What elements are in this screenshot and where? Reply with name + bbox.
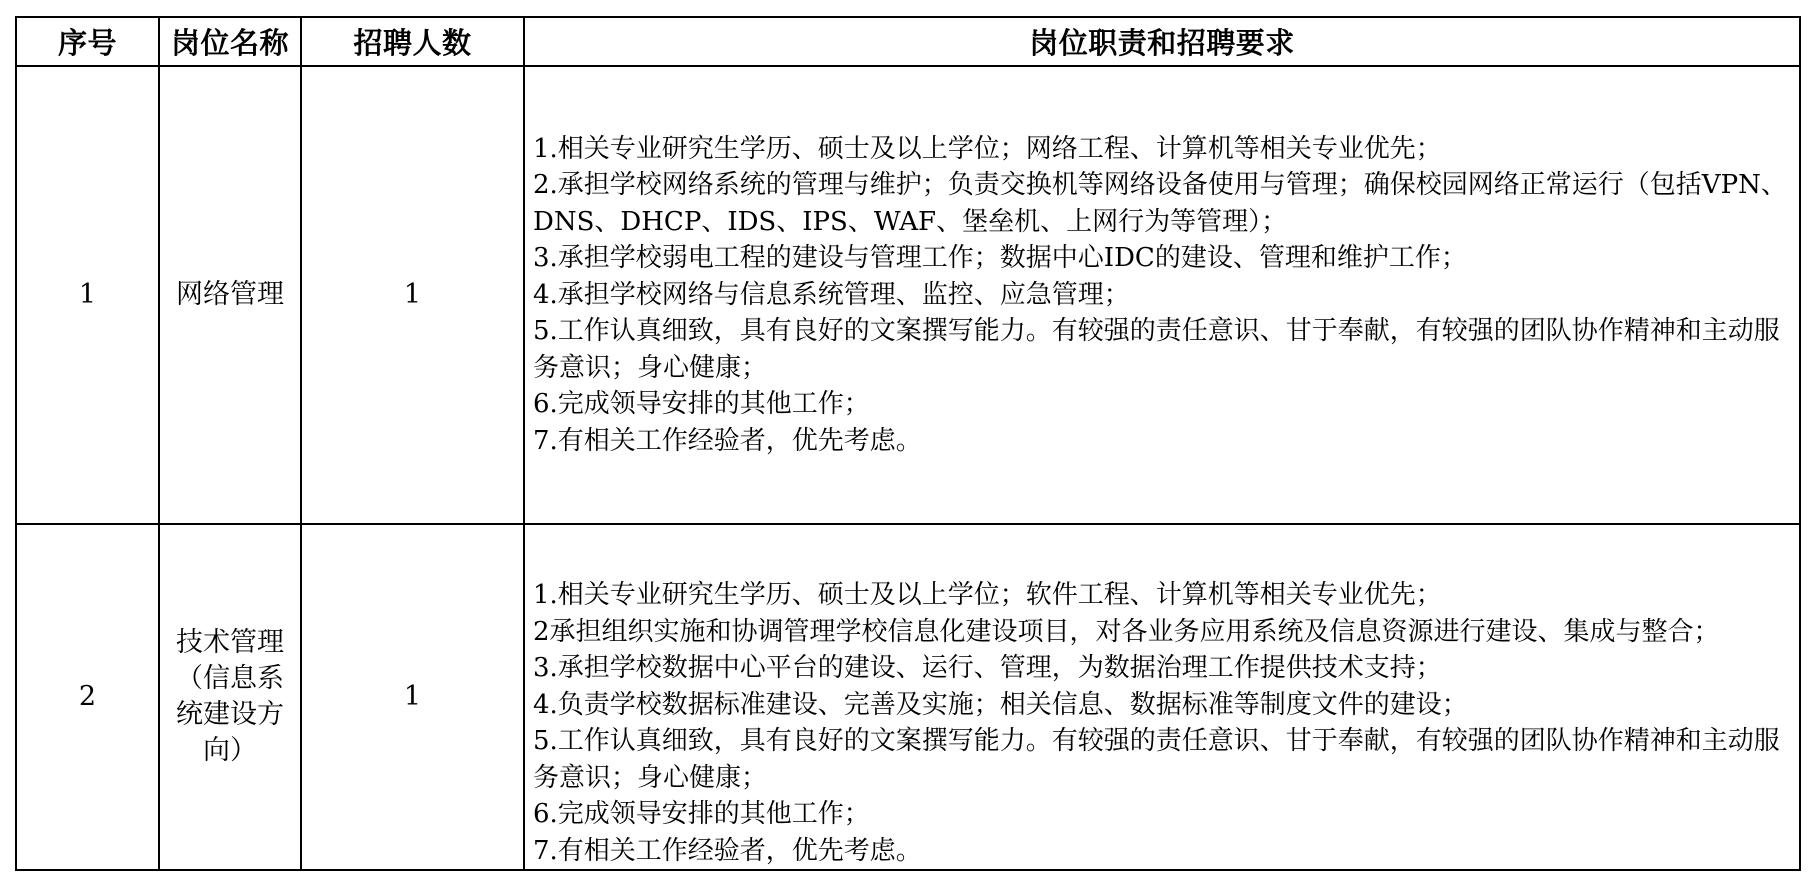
- requirement-item: 5.工作认真细致，具有良好的文案撰写能力。有较强的责任意识、甘于奉献，有较强的团队协作精神和主动服务意识；身心健康；: [533, 726, 1780, 793]
- header-count: 招聘人数: [301, 17, 524, 66]
- recruitment-table: [15, 16, 1801, 871]
- requirement-item: 5.工作认真细致，具有良好的文案撰写能力。有较强的责任意识、甘于奉献，有较强的团队协作精神和主动服务意识；身心健康；: [533, 316, 1780, 383]
- recruitment-table-sheet: [15, 16, 1799, 869]
- header-row: [16, 17, 1800, 66]
- row-requirements: [524, 524, 1800, 870]
- requirement-item: 2.承担学校网络系统的管理与维护；负责交换机等网络设备使用与管理；确保校园网络正常运行（包括VPN、DNS、DHCP、IDS、IPS、WAF、堡垒机、上网行为等管理）；: [533, 170, 1787, 237]
- requirement-item: 1.相关专业研究生学历、硕士及以上学位；网络工程、计算机等相关专业优先；: [533, 133, 1442, 164]
- requirement-item: 2承担组织实施和协调管理学校信息化建设项目，对各业务应用系统及信息资源进行建设、集成与整合；: [533, 616, 1720, 647]
- header-seq: 序号: [16, 17, 159, 66]
- requirement-item: 4.负责学校数据标准建设、完善及实施；相关信息、数据标准等制度文件的建设；: [533, 689, 1468, 720]
- requirement-item: 6.完成领导安排的其他工作；: [533, 389, 870, 420]
- requirement-item: 7.有相关工作经验者，优先考虑。: [533, 425, 922, 456]
- row-hire-count: 1: [301, 524, 524, 870]
- requirement-item: 6.完成领导安排的其他工作；: [533, 799, 870, 829]
- header-requirements: 岗位职责和招聘要求: [524, 17, 1800, 66]
- requirement-item: 1.相关专业研究生学历、硕士及以上学位；软件工程、计算机等相关专业优先；: [533, 580, 1442, 610]
- row-position-name: 技术管理（信息系统建设方向）: [159, 524, 301, 870]
- row-seq: 2: [16, 524, 159, 870]
- requirement-item: 4.承担学校网络与信息系统管理、监控、应急管理；: [533, 279, 1130, 310]
- header-position: 岗位名称: [159, 17, 301, 66]
- requirement-item: 3.承担学校数据中心平台的建设、运行、管理，为数据治理工作提供技术支持；: [533, 653, 1442, 683]
- row-hire-count: 1: [301, 66, 524, 524]
- row-requirements: [524, 66, 1800, 524]
- table-row: [16, 524, 1800, 870]
- row-seq: 1: [16, 66, 159, 524]
- row-position-name: 网络管理: [159, 66, 301, 524]
- requirement-item: 3.承担学校弱电工程的建设与管理工作；数据中心IDC的建设、管理和维护工作；: [533, 243, 1467, 274]
- requirement-item: 7.有相关工作经验者，优先考虑。: [533, 835, 922, 866]
- table-row: [16, 66, 1800, 524]
